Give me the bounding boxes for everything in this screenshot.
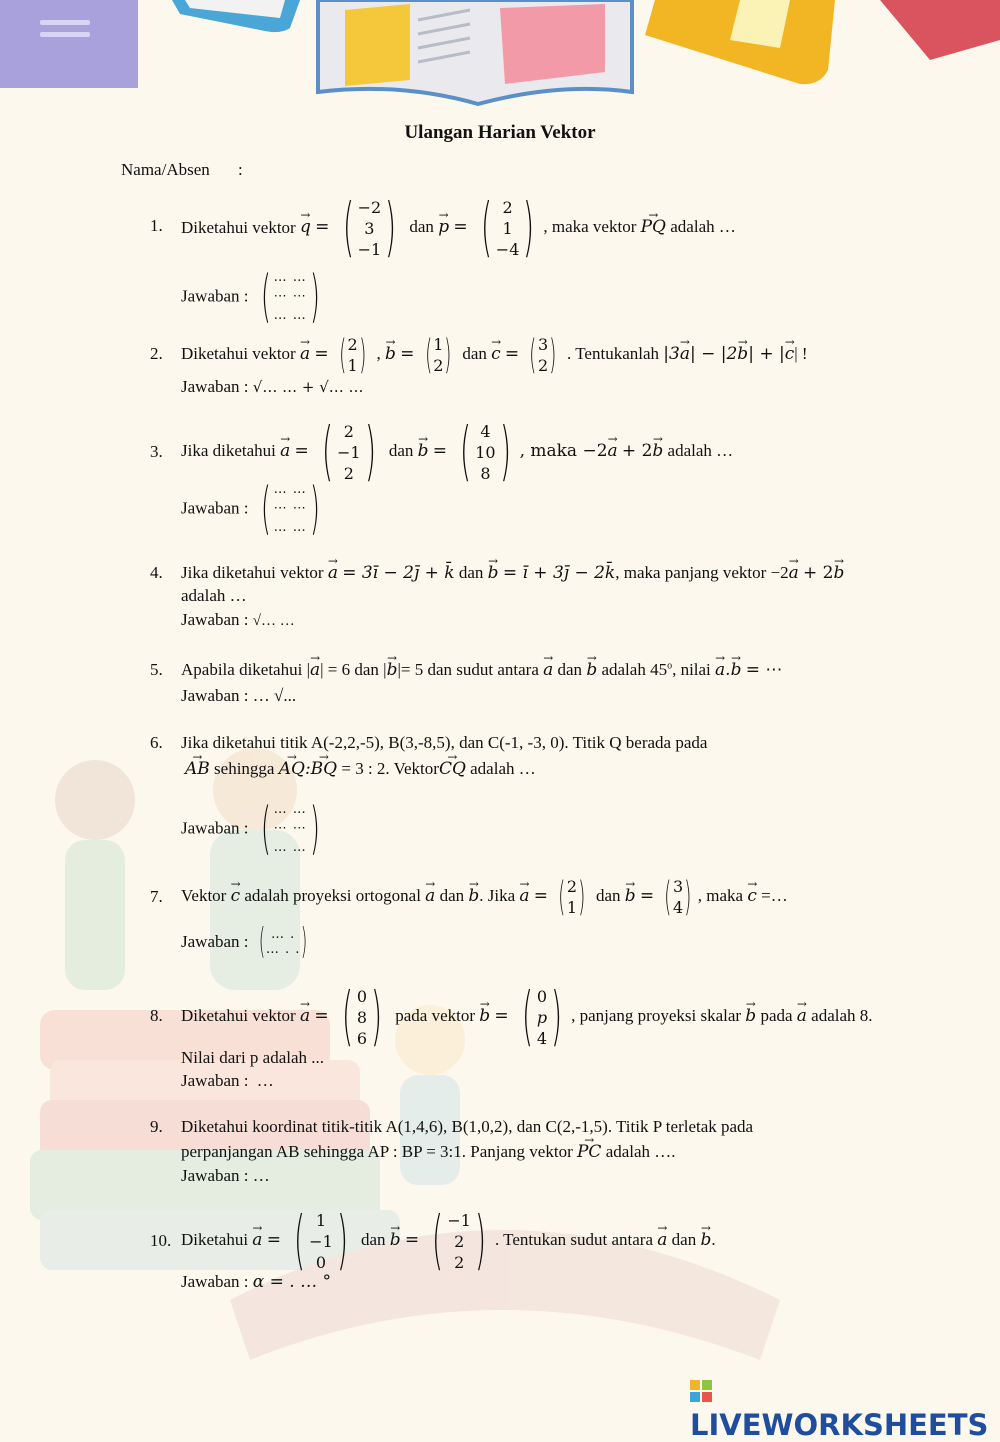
- answer-4: Jawaban : √… …: [181, 610, 295, 629]
- question-number: 5.: [150, 660, 163, 679]
- question-8-line-2: Nilai dari p adalah ...: [181, 1048, 325, 1067]
- vector-q: q →: [300, 217, 311, 237]
- answer-5: Jawaban : … √...: [181, 686, 297, 705]
- answer-2-input[interactable]: √… … + √… …: [252, 378, 364, 396]
- page-title: Ulangan Harian Vektor: [404, 122, 596, 143]
- answer-1: Jawaban : ( … … ⋯ ⋯ … … ): [181, 268, 328, 325]
- question-2: Diketahui vektor a → = ( 2 1 ) , b → = ( 1 2 ) dan c → = ( 3 2 ) . Tentukanlah |3a →| − |2b →| + |c →| !: [181, 334, 808, 376]
- question-number: 8.: [150, 1006, 163, 1025]
- question-number: 9.: [150, 1117, 163, 1136]
- vector-p: p →: [438, 217, 449, 237]
- question-number: 3.: [150, 442, 163, 461]
- name-colon: :: [238, 160, 243, 179]
- question-number: 1.: [150, 216, 163, 235]
- answer-6: Jawaban : ( … … ⋯ ⋯ … … ): [181, 800, 328, 857]
- answer-5-input[interactable]: … √...: [252, 686, 297, 705]
- vector-p-column: ( 2 1 −4 ): [480, 191, 535, 265]
- question-3: Jika diketahui a → = ( 2 −1 2 ) dan b → = ( 4 10 8 ) , maka −2a → + 2b → adalah …: [181, 420, 733, 484]
- answer-2: Jawaban : √… … + √… …: [181, 377, 364, 396]
- question-number: 10.: [150, 1231, 172, 1250]
- question-number: 4.: [150, 563, 163, 582]
- question-10: Diketahui a → = ( 1 −1 0 ) dan b → = ( −1 2 2 ) . Tentukan sudut antara a → dan b →.: [181, 1209, 716, 1273]
- answer-9: Jawaban : …: [181, 1166, 270, 1185]
- question-6: Jika diketahui titik A(-2,2,-5), B(3,-8,5), dan C(-1, -3, 0). Titik Q berada pada: [181, 733, 708, 752]
- answer-10-input[interactable]: α = . … °: [252, 1272, 332, 1292]
- answer-10: Jawaban : α = . … °: [181, 1272, 332, 1292]
- answer-1-input[interactable]: ( … … ⋯ ⋯ … … ): [260, 263, 320, 329]
- vector-pq: PQ →: [641, 217, 666, 237]
- answer-3-input[interactable]: ( … … ⋯ ⋯ … … ): [260, 475, 320, 541]
- answer-3: Jawaban : ( … … ⋯ ⋯ … … ): [181, 480, 328, 537]
- answer-7: Jawaban : ( … . … . . ): [181, 924, 313, 960]
- name-label: Nama/Absen: [121, 160, 210, 179]
- question-9-line-2: perpanjangan AB sehingga AP : BP = 3:1. Panjang vektor PC → adalah ….: [181, 1142, 676, 1162]
- name-field-label: [121, 160, 243, 180]
- question-5: Apabila diketahui |a →| = 6 dan |b →|= 5 dan sudut antara a → dan b → adalah 45$^o$, nilai a →.b → = ⋯: [181, 660, 782, 680]
- question-number: 6.: [150, 733, 163, 752]
- question-8: Diketahui vektor a → = ( 0 8 6 ) pada vektor b → = ( 0 p 4 ) , panjang proyeksi skalar b → pada a → adalah 8.: [181, 985, 873, 1049]
- question-number: 2.: [150, 344, 163, 363]
- book-illustration-icon: [0, 0, 1000, 104]
- question-4-line-2: adalah …: [181, 586, 247, 605]
- liveworksheets-logo: [690, 1374, 1000, 1442]
- question-6-line-2: AB → sehingga AQ →:BQ → = 3 : 2. VektorCQ → adalah …: [185, 759, 536, 779]
- question-1: Diketahui vektor q → = ( −2 3 −1 ) dan p → = ( 2 1 −4 ) , maka vektor PQ → adalah …: [181, 196, 736, 260]
- question-4: Jika diketahui vektor a → = 3ī − 2j̄ + k̄ dan b → = ī + 3j̄ − 2k̄, maka panjang vektor −2a → + 2b →: [181, 563, 844, 583]
- answer-8-input[interactable]: …: [256, 1071, 274, 1090]
- liveworksheets-icon: [690, 1380, 712, 1402]
- question-7: Vektor c → adalah proyeksi ortogonal a → dan b →. Jika a → = ( 2 1 ) dan b → = ( 3 4 ) , maka c → =…: [181, 876, 788, 918]
- answer-9-input[interactable]: …: [252, 1166, 270, 1185]
- question-9: Diketahui koordinat titik-titik A(1,4,6), B(1,0,2), dan C(2,-1,5). Titik P terletak pada: [181, 1117, 754, 1136]
- vector-q-column: ( −2 3 −1 ): [342, 191, 397, 265]
- liveworksheets-text: LIVEWORKSHEETS: [690, 1408, 989, 1442]
- answer-4-input[interactable]: √… …: [252, 613, 295, 629]
- question-number: 7.: [150, 887, 163, 906]
- answer-8: Jawaban : …: [181, 1071, 274, 1090]
- answer-6-input[interactable]: ( … … ⋯ ⋯ … … ): [260, 795, 320, 861]
- answer-7-input[interactable]: ( … . … . . ): [258, 921, 308, 962]
